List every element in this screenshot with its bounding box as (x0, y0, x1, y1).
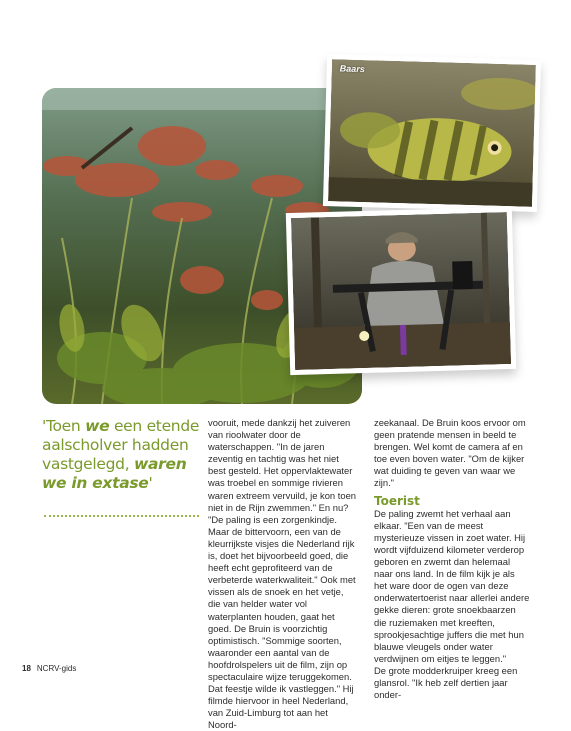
photo-caption-perch: Baars (339, 63, 365, 75)
page-footer (22, 664, 76, 673)
pull-quote (42, 417, 202, 493)
quote-divider (44, 515, 199, 517)
pull-quote-we: we (85, 417, 110, 435)
paragraph: De paling zwemt het verhaal aan elkaar. "Een van de meest mysterieuze vissen in zoet water. Hij wordt vijfduizend kilometer verderop geboren en zwemt dan helemaal naar ons land. In de film kijk je als het ware door de ogen van deze onderwatertoerist naar allerlei andere gekke dieren: grote snoekbaarzen die ruziemaken met kreeften, sprookjesachtige juffers die met hun blauwe vleugels onder water verdwijnen om eitjes te leggen." (374, 507, 530, 664)
page-number: 18 (22, 664, 31, 673)
pull-quote-end: ' (148, 474, 153, 492)
section-heading: Toerist (374, 493, 420, 508)
pull-quote-part1: 'Toen (42, 417, 86, 435)
article-column-2 (374, 417, 530, 701)
paragraph: vooruit, mede dankzij het zuiveren van rioolwater door de waterschappen. "In de jaren zeventig en tachtig was het niet best gesteld. Het oppervlaktewater was troebel en sommige rivieren waren extreem vervuild, je kon toen niet in de Rijn zwemmen." En nu? "De paling is een zorgenkindje. Maar de bittervoorn, een van de kleurrijkste visjes die Nederland rijk is, doet het bijvoorbeeld goed, die heeft echt geprofiteerd van de verbeterde waterkwaliteit." Ook met vissen als de snoek en het vetje, die van helder water vol waterplanten houden, gaat het goed. De Bruin is voorzichtig optimistisch. "Sommige soorten, waaronder een aantal van de hoofdrolspelers uit de film, zijn op spectaculaire wijze teruggekomen. Dat feestje wilde ik vastleggen." Hij filmde hiervoor in heel Nederland, van Zuid-Limburg tot aan het Noord- (208, 417, 356, 731)
publication-name: NCRV-gids (36, 664, 77, 673)
paragraph: zeekanaal. De Bruin koos ervoor om geen pratende mensen in beeld te brengen. Wel komt de camera af en toe even boven water. "Om de kijker wat duiding te geven van waar we zijn." (374, 417, 526, 489)
pull-quote-bold: waren we in extase (42, 455, 187, 492)
photo-perch (323, 54, 541, 212)
pull-quote-part2: een etende aalscholver hadden vastgelegd, (42, 417, 200, 473)
article-column-1 (208, 417, 358, 731)
photo-filmmaker (286, 207, 516, 375)
paragraph: De grote modderkruiper kreeg een glansrol. "Ik heb zelf dertien jaar onder- (374, 664, 518, 701)
